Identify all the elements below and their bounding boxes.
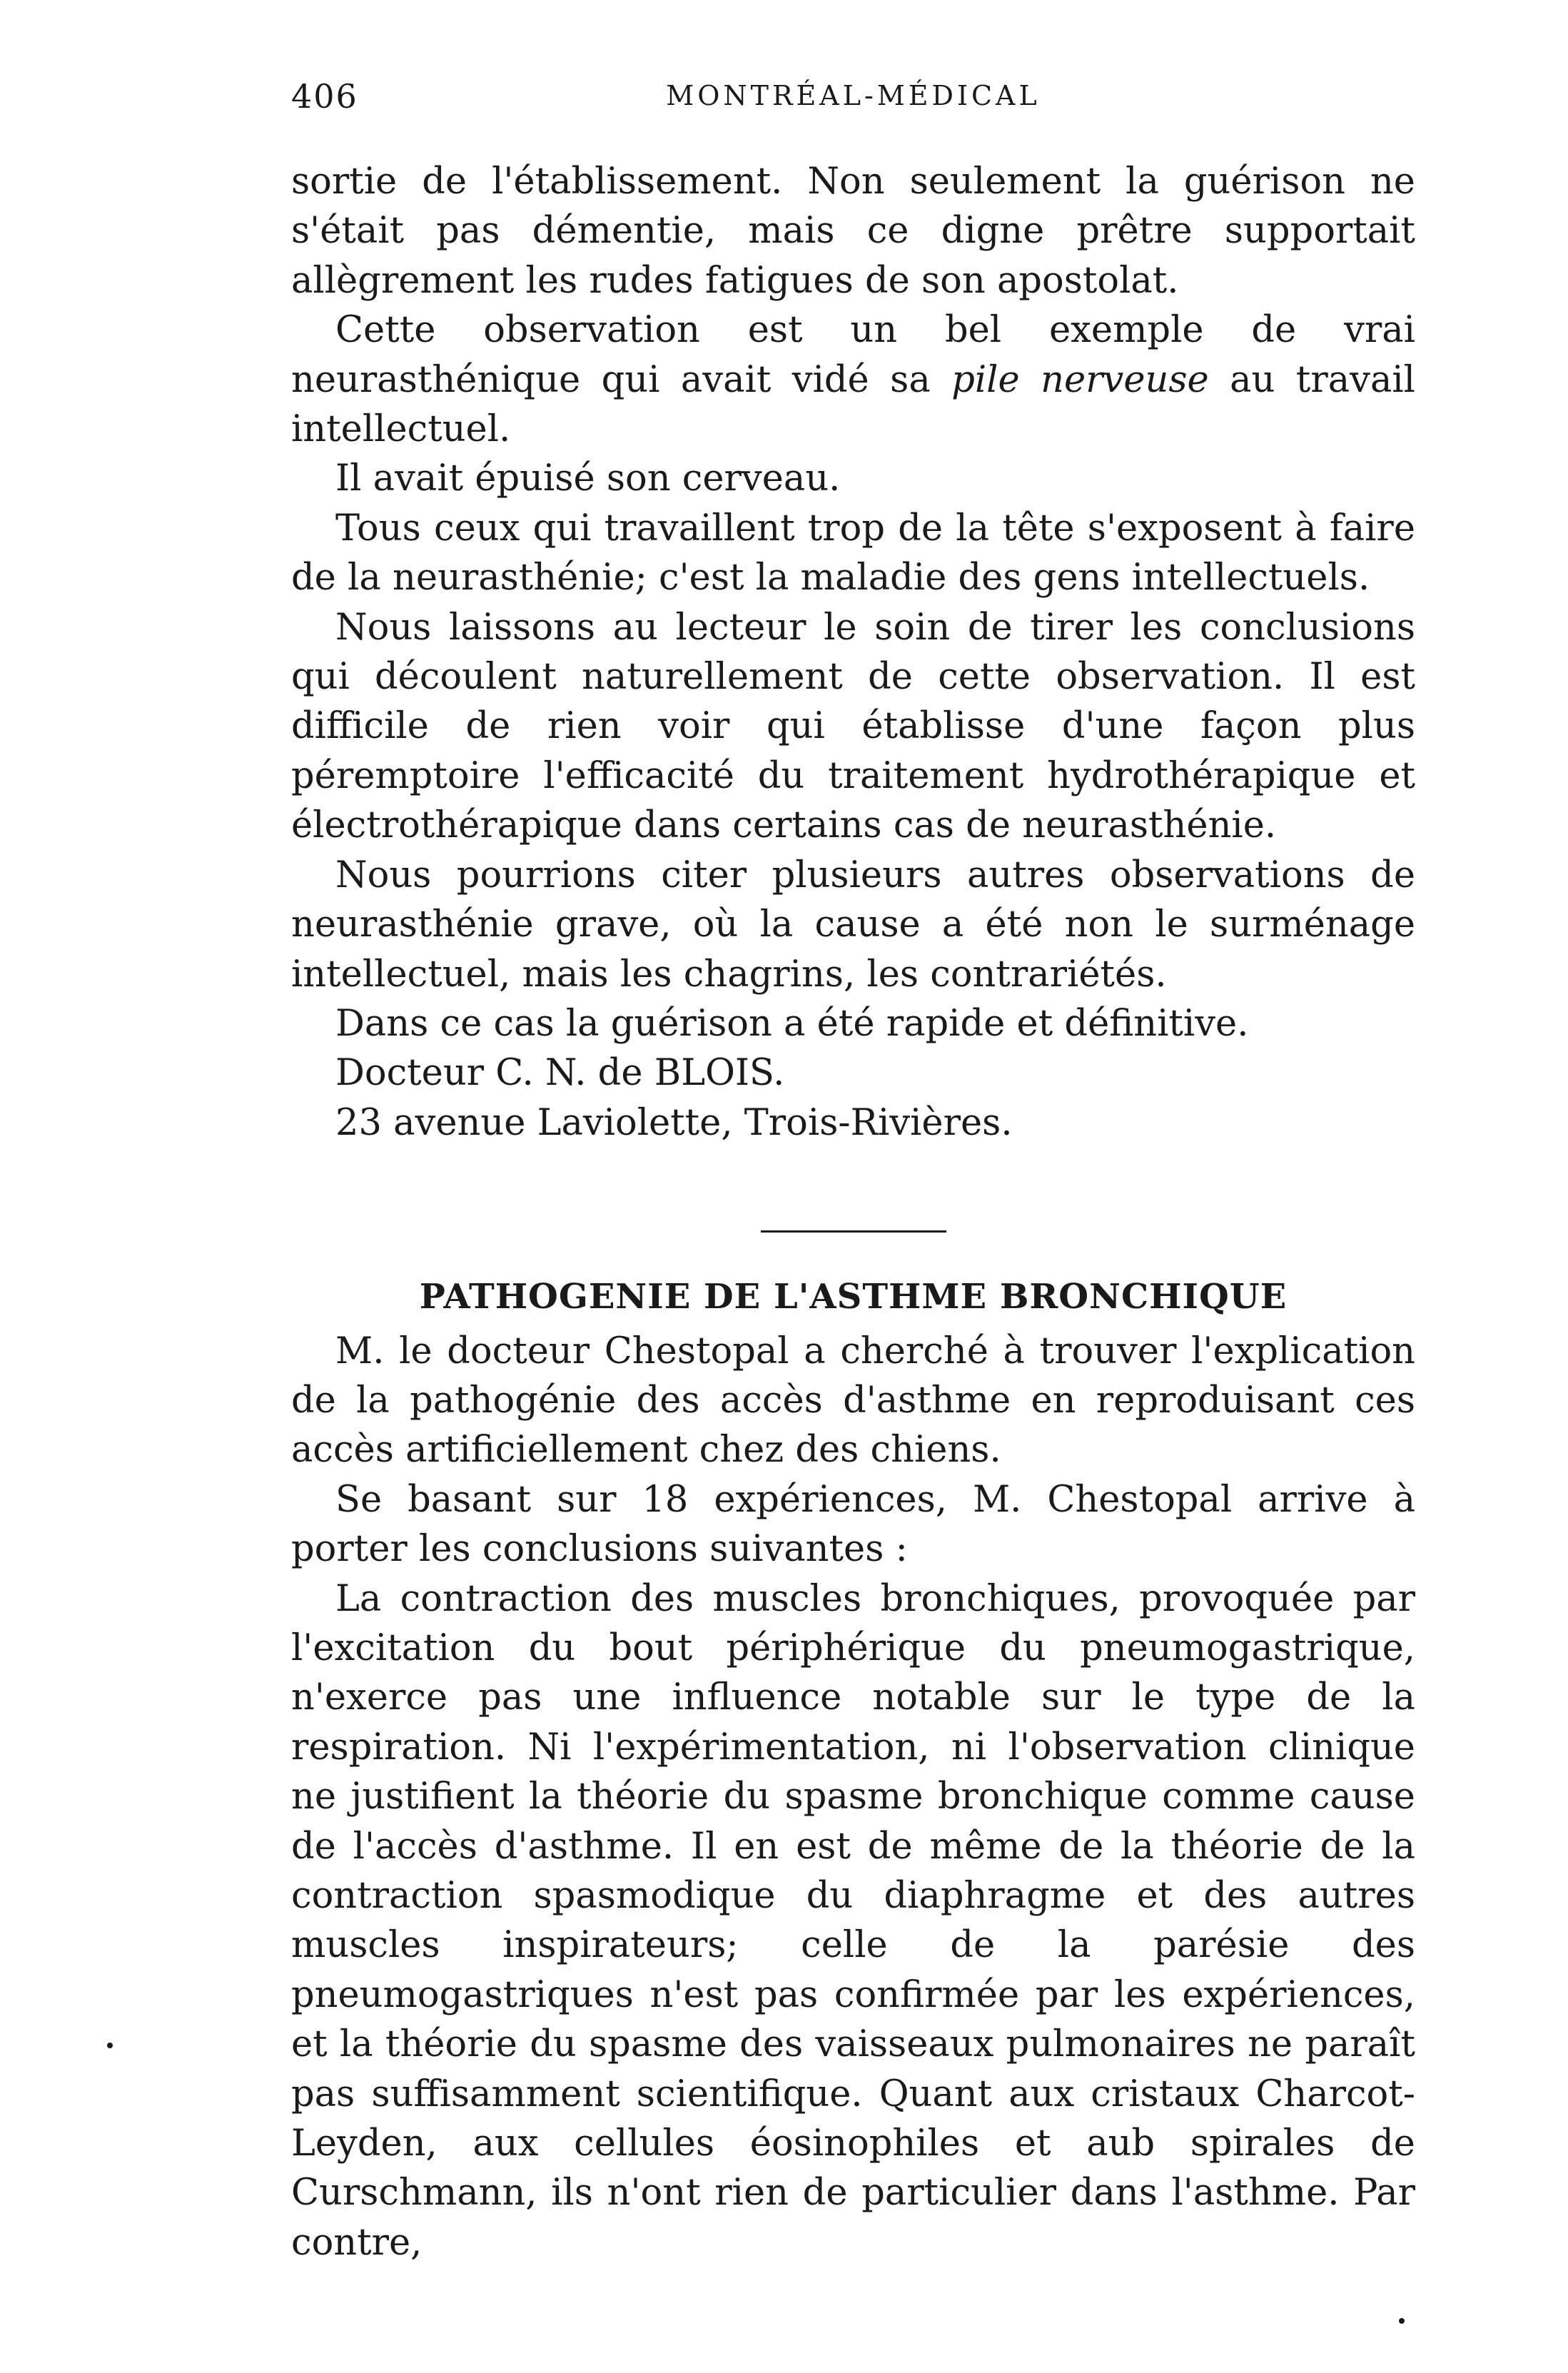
section-title: PATHOGENIE DE L'ASTHME BRONCHIQUE [419, 1277, 1288, 1317]
margin-mark [1399, 2318, 1405, 2324]
italic-phrase: pile nerveuse [951, 358, 1209, 401]
section-divider [761, 1230, 946, 1233]
margin-mark [107, 2043, 113, 2048]
author-signature: Docteur C. N. de BLOIS. [335, 1052, 785, 1095]
paragraph-intro: M. le docteur Chestopal a cherché à trouver l'explication de la pathogénie des accès d'asthme en reproduisant ces accès artificiellement chez des chiens. [291, 1330, 1415, 1472]
running-head: MONTRÉAL-MÉDICAL [666, 80, 1041, 111]
paragraph-travail: Tous ceux qui travaillent trop de la tête s'exposent à faire de la neurasthénie; c'est la maladie des gens intellectuels. [291, 507, 1415, 599]
paragraph-guerison: Dans ce cas la guérison a été rapide et définitive. [335, 1002, 1249, 1045]
paragraph-continuation: sortie de l'établissement. Non seulement la guérison ne s'était pas démentie, mais ce digne prêtre supportait allègrement les rudes fatigues de son apostolat. [291, 161, 1415, 302]
paragraph-observation [291, 305, 1415, 454]
page-number: 406 [291, 77, 358, 116]
paragraph-cerveau: Il avait épuisé son cerveau. [335, 457, 841, 500]
author-address: 23 avenue Laviolette, Trois-Rivières. [335, 1101, 1013, 1144]
paragraph-conclusions: Nous laissons au lecteur le soin de tirer les conclusions qui découlent naturellement de cette observation. Il est difficile de rien voir qui établisse d'une façon plus péremptoire l'efficacité du traitement hydrothérapique et électrothérapique dans certains cas de neurasthénie. [291, 606, 1415, 847]
paragraph-observations: Nous pourrions citer plusieurs autres observations de neurasthénie grave, où la cause a été non le surménage intellectuel, mais les chagrins, les contrariétés. [291, 854, 1415, 996]
page-body [291, 157, 1415, 2267]
paragraph-text: au travail intellectuel. [291, 358, 1415, 451]
paragraph-text: Cette observation est un bel exemple de vrai neurasthénique qui avait vidé sa [291, 309, 1415, 401]
paragraph-experiences: Se basant sur 18 expériences, M. Chestopal arrive à porter les conclusions suivantes : [291, 1478, 1415, 1571]
paragraph-findings: La contraction des muscles bronchiques, provoquée par l'excitation du bout périphérique du pneumogastrique, n'exerce pas une influence notable sur le type de la respiration. Ni l'expérimentation, ni l'observation clinique ne justifient la théorie du spasme bronchique comme cause de l'accès d'asthme. Il en est de même de la théorie de la contraction spasmodique du diaphragme et des autres muscles inspirateurs; celle de la parésie des pneumogastriques n'est pas confirmée par les expériences, et la théorie du spasme des vaisseaux pulmonaires ne paraît pas suffisamment scientifique. Quant aux cristaux Charcot-Leyden, aux cellules éosinophiles et aub spirales de Curschmann, ils n'ont rien de particulier dans l'asthme. Par contre, [291, 1577, 1415, 2264]
page-header [291, 77, 1415, 120]
